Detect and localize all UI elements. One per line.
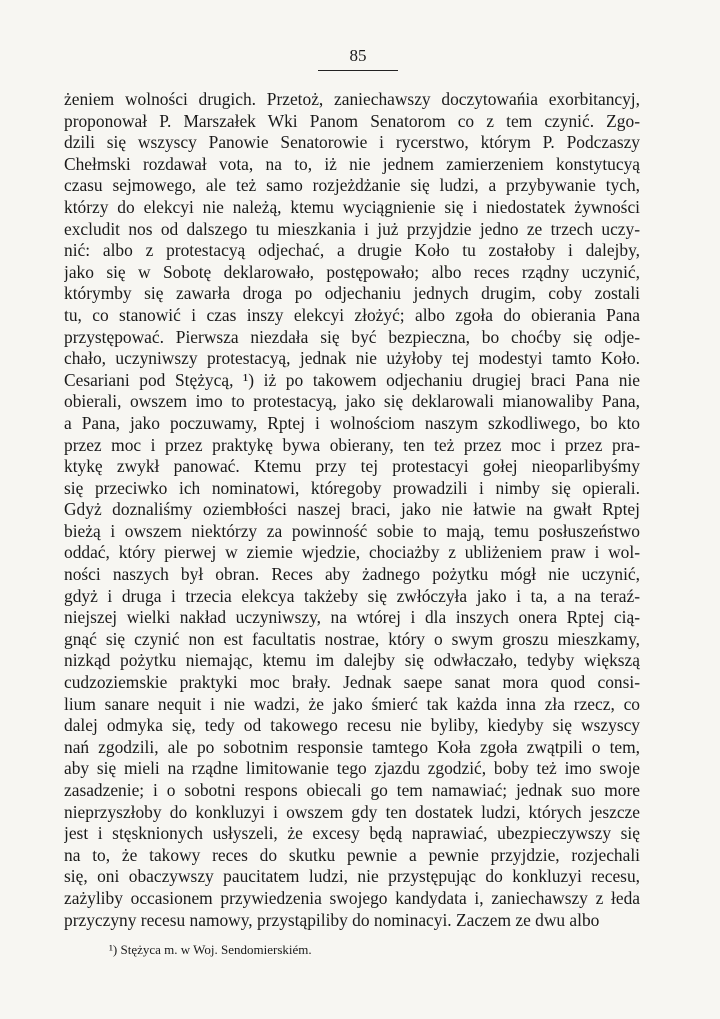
text-line: oddać, który pierwej w ziemie wjedzie, chociażby z ubliżeniem praw i wol-: [64, 542, 640, 563]
text-line: nić: albo z protestacyą odjechać, a drugie Koło tu zostałoby i dalejby,: [64, 240, 640, 261]
page-number: 85: [349, 46, 367, 65]
text-line: przyczyny recesu namowy, przystąpiliby do nominacyi. Zaczem ze dwu albo: [64, 909, 600, 930]
text-line: niejszej wielki nakład uczyniwszy, na wtórej i dla inszych onera Rptej cią-: [64, 607, 640, 628]
text-line: obierali, owszem imo to protestacyą, jako się deklarowali mianowaliby Pana,: [64, 391, 640, 412]
text-line: a Pana, jako poczuwamy, Rptej i wolnościom naszym szkodliwego, bo kto: [64, 412, 640, 433]
text-line: się przeciwko ich nominatowi, któregoby prowadzili i nimby się opierali.: [64, 477, 640, 498]
text-line: którymby się zawarła droga po odjechaniu jednych drugim, coby zostali: [64, 283, 640, 304]
footnote: ¹) Stężyca m. w Woj. Sendomierskiém.: [109, 942, 312, 957]
text-line: Cesariani pod Stężycą, ¹) iż po takowem odjechaniu drugiej braci Pana nie: [64, 369, 640, 390]
text-line: zażyliby occasionem przywiedzenia swojego kandydata i, zaniechawszy z łeda: [64, 887, 640, 908]
text-line: jest i stęsknionych usłyszeli, że excesy będą naprawiać, ubezpieczywszy się: [64, 823, 640, 844]
page-number-rule: [318, 70, 398, 71]
text-line: chało, uczyniwszy protestacyą, jednak nie użyłoby tej modestyi tamto Koło.: [64, 348, 640, 369]
text-line: zasadzenie; i o sobotni respons obiecali go tem namawiać; jednak suo more: [64, 780, 640, 800]
text-line: nizkąd pożytku niemając, ktemu im dalejby się odwłaczało, tedyby większą: [64, 650, 640, 671]
text-line: nań zgodzili, ale po sobotnim responsie tamtego Koła zgoła zwątpili o tem,: [64, 736, 640, 757]
text-line: lium sanare nequit i nie wadzi, że jako śmierć tak każda inna zła rzecz, co: [64, 693, 640, 714]
text-line: gdyż i druga i trzecia elekcya takżeby się zwłóczyła jako i ta, a na teraź-: [64, 585, 640, 606]
text-line: excludit nos od dalszego tu mieszkania i już przyjdzie jedno ze trzech uczy-: [64, 218, 640, 239]
text-line: ktykę zwykł panować. Ktemu przy tej protestacyi gołej nieoparlibyśmy: [64, 456, 640, 477]
text-line: na to, że takowy reces do skutku pewnie a pewnie przyjdzie, rozjechali: [64, 844, 640, 865]
text-line: tu, co stanowić i czas inszy elekcyi złożyć; albo zgoła do obierania Pana: [64, 304, 640, 325]
text-line: aby się mieli na rządne limitowanie tego zjazdu zgodzić, boby też imo swoje: [64, 758, 640, 779]
text-line: cudzoziemskie praktyki moc brały. Jednak saepe sanat mora quod consi-: [64, 672, 640, 693]
text-line: bieżą i owszem niektórzy za powinność sobie to mają, temu posłuszeństwo: [64, 520, 640, 541]
body-text: [64, 89, 640, 931]
text-line: czasu sejmowego, ale też samo rozjeżdżanie się ludzi, a przybywanie tych,: [64, 175, 640, 196]
text-line: ności naszych był obran. Reces aby żadnego pożytku mógł nie uczynić,: [64, 564, 640, 585]
text-line: dalej odmyka się, tedy od takowego recesu nie byliby, kiedyby się wszyscy: [64, 715, 640, 736]
text-line: nieprzyszłoby do konkluzyi i owszem gdy ten dostatek ludzi, których jeszcze: [64, 801, 640, 822]
text-line: jako się w Sobotę deklarowało, postępowało; albo reces rządny uczynić,: [64, 261, 640, 282]
text-line: przystępować. Pierwsza niezdała się być bezpieczna, bo choćby się odje-: [64, 326, 640, 347]
text-line: którzy do elekcyi nie należą, ktemu wyciągnienie się i niedostatek żywności: [64, 196, 640, 217]
text-line: gnąć się czynić non est facultatis nostrae, który o swym groszu mieszkamy,: [64, 628, 640, 649]
text-line: proponował P. Marszałek Wki Panom Senatorom co z tem czynić. Zgo-: [64, 110, 640, 131]
text-line: Chełmski rozdawał vota, na to, iż nie jednem zamierzeniem konstytucyą: [64, 153, 640, 174]
text-line: dzili się wszyscy Panowie Senatorowie i rycerstwo, którym P. Podczaszy: [64, 132, 640, 153]
text-line: żeniem wolności drugich. Przetoż, zaniechawszy doczytowańia exorbitancyj,: [64, 89, 640, 109]
text-line: przez moc i przez praktykę bywa obierany, ten też przez moc i przez pra-: [64, 434, 640, 455]
text-line: Gdyż doznaliśmy oziembłości naszej braci, jako nie łatwie na gwałt Rptej: [64, 499, 640, 520]
text-line: się, oni obaczywszy paucitatem ludzi, nie przystępując do konkluzyi recesu,: [64, 866, 640, 887]
